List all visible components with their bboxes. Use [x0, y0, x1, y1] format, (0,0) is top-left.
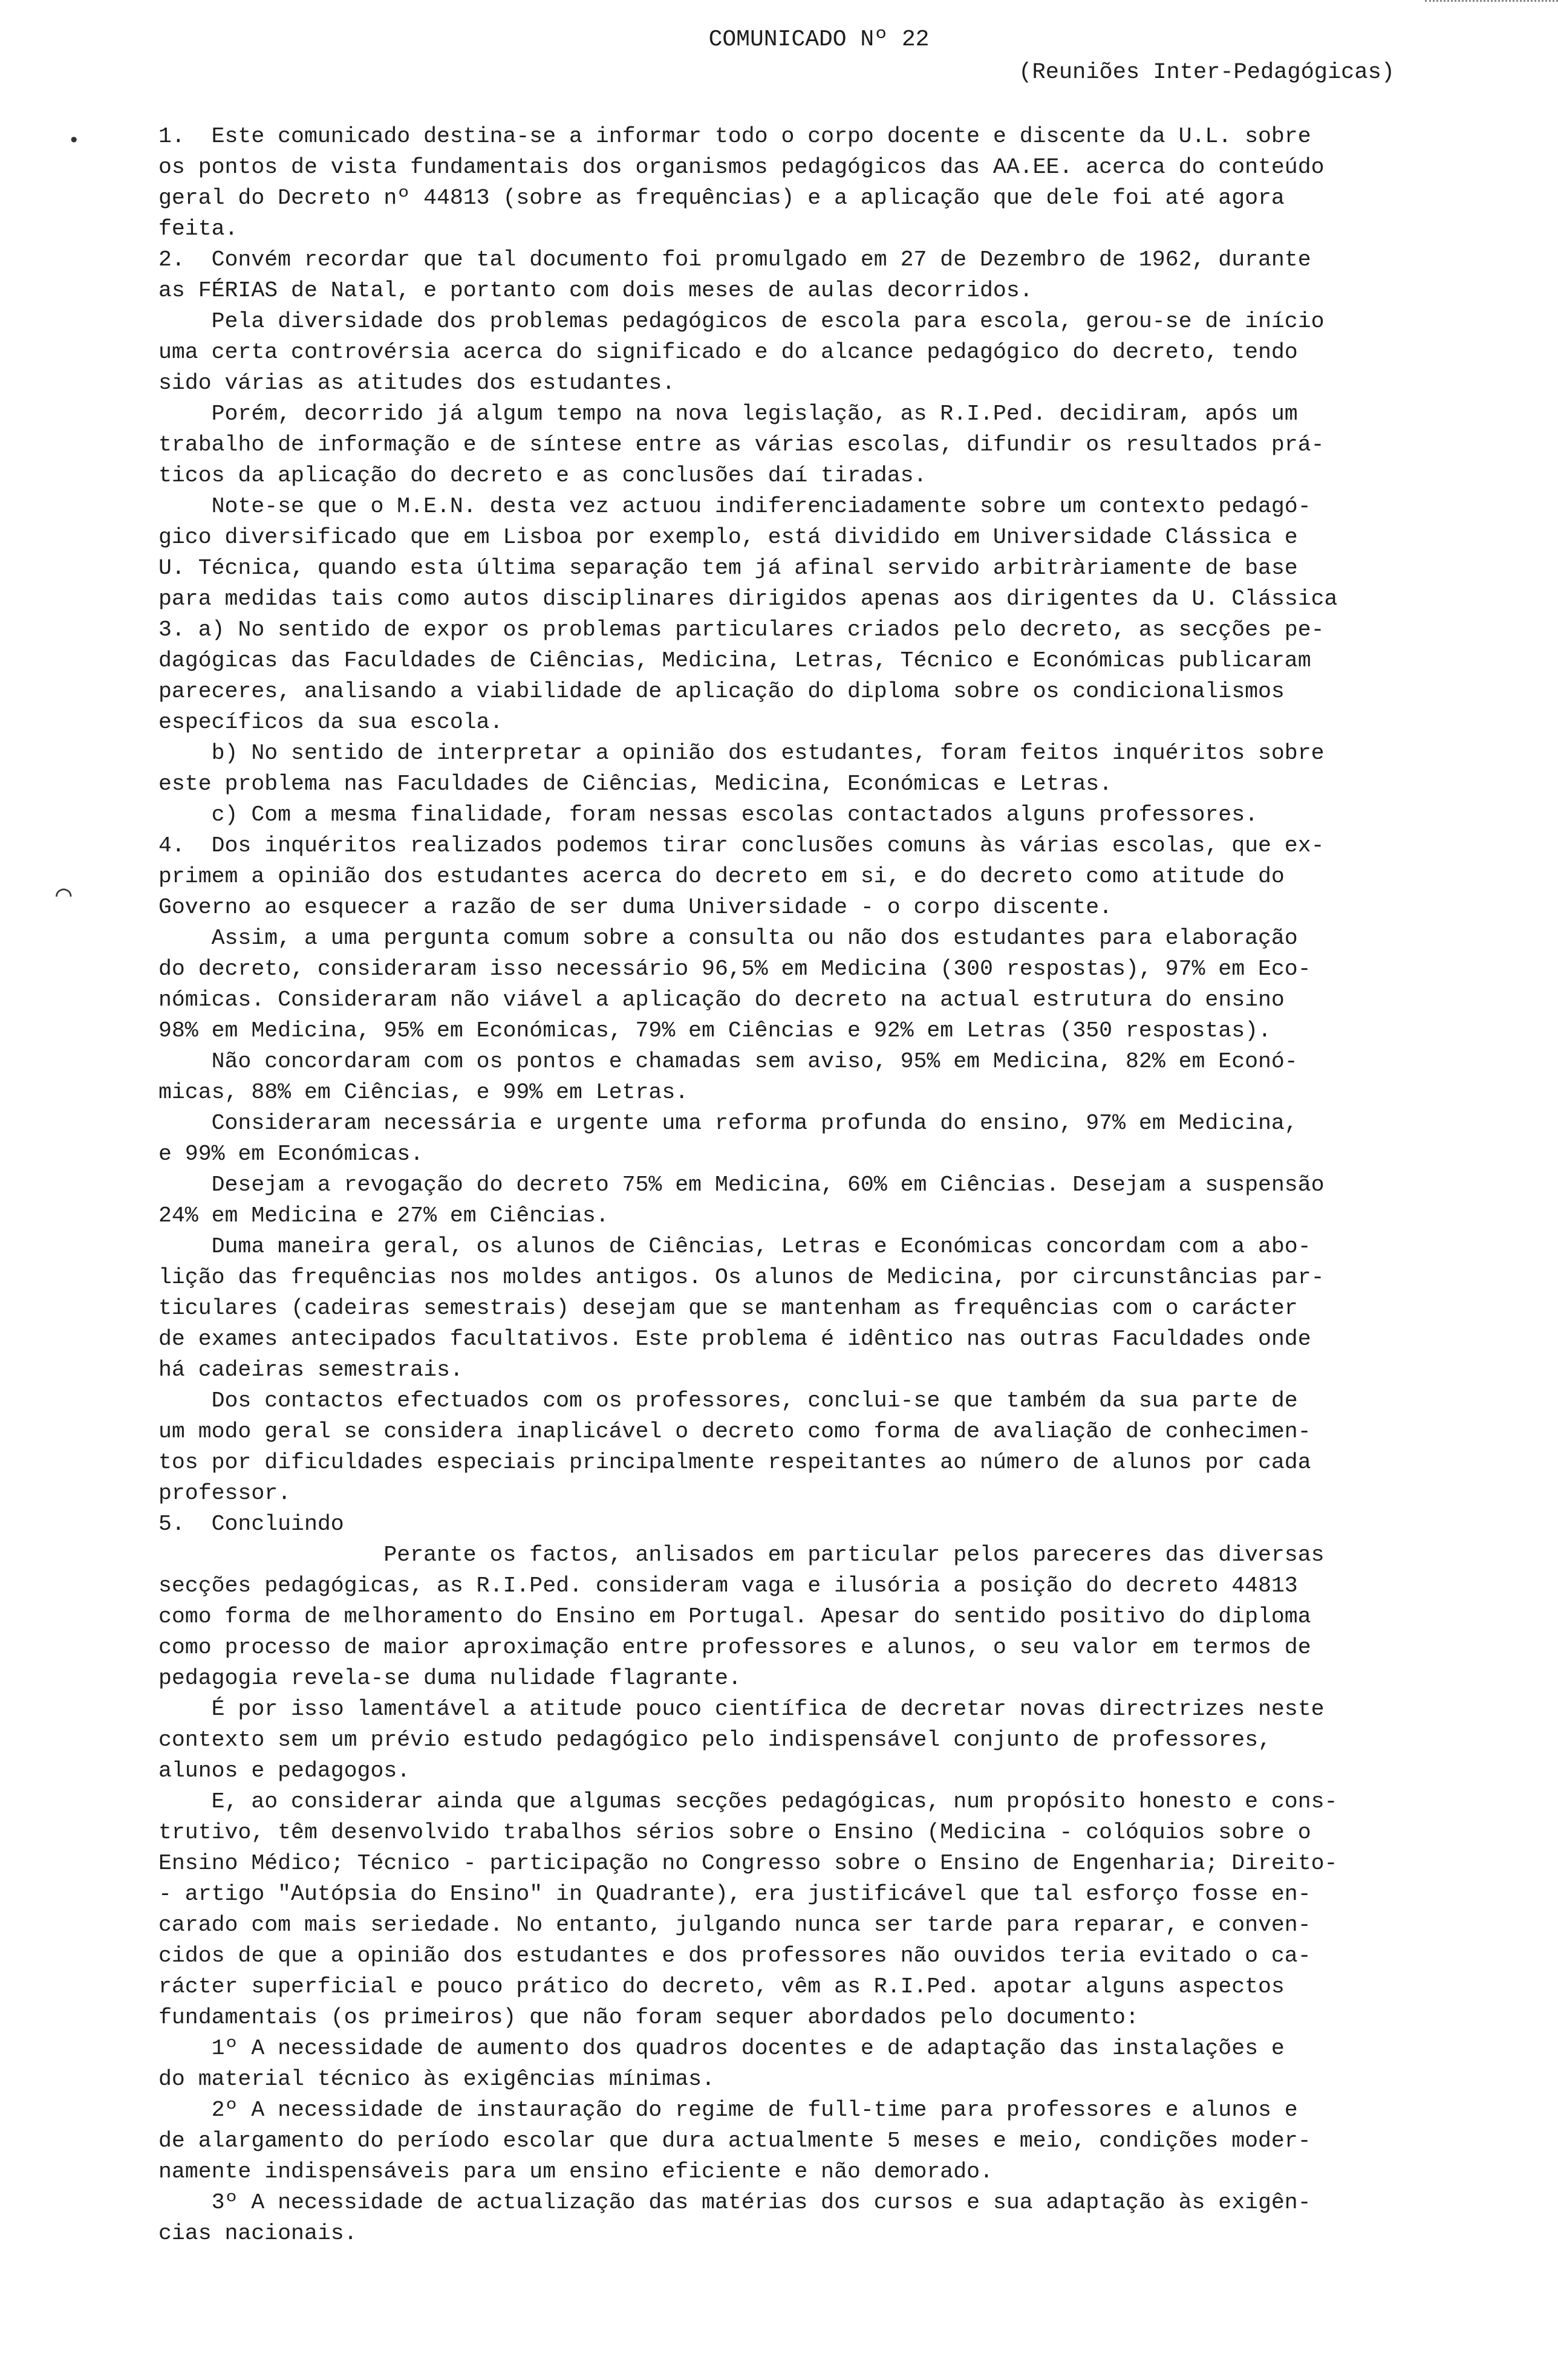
text-line: É por isso lamentável a atitude pouco científica de decretar novas directrizes neste	[158, 1697, 1325, 1722]
text-line: Ensino Médico; Técnico - participação no Congresso sobre o Ensino de Engenharia; Direito-	[158, 1851, 1338, 1876]
text-line: primem a opinião dos estudantes acerca do decreto em si, e do decreto como atitude do	[158, 864, 1285, 889]
text-line: ticulares (cadeiras semestrais) desejam que se mantenham as frequências com o carácter	[158, 1296, 1298, 1321]
text-line: 1º A necessidade de aumento dos quadros docentes e de adaptação das instalações e	[158, 2036, 1285, 2061]
text-line: do material técnico às exigências mínimas.	[158, 2067, 715, 2092]
text-line: E, ao considerar ainda que algumas secções pedagógicas, num propósito honesto e cons-	[158, 1789, 1338, 1814]
text-line: c) Com a mesma finalidade, foram nessas escolas contactados alguns professores.	[158, 802, 1258, 827]
text-line: um modo geral se considera inaplicável o decreto como forma de avaliação de conhecimen-	[158, 1419, 1311, 1444]
text-line: secções pedagógicas, as R.I.Ped. consideram vaga e ilusória a posição do decreto 44813	[158, 1573, 1298, 1598]
text-line: b) No sentido de interpretar a opinião dos estudantes, foram feitos inquéritos sobre	[158, 741, 1325, 766]
text-line: uma certa controvérsia acerca do significado e do alcance pedagógico do decreto, tendo	[158, 340, 1298, 365]
text-line: micas, 88% em Ciências, e 99% em Letras.	[158, 1080, 689, 1105]
text-line: 1. Este comunicado destina-se a informar todo o corpo docente e discente da U.L. sobre	[158, 124, 1311, 149]
text-line: tos por dificuldades especiais principalmente respeitantes ao número de alunos por cada	[158, 1450, 1311, 1475]
text-line: nómicas. Consideraram não viável a aplicação do decreto na actual estrutura do ensino	[158, 987, 1285, 1012]
text-line: contexto sem um prévio estudo pedagógico pelo indispensável conjunto de professores,	[158, 1728, 1271, 1752]
text-line: 5. Concluindo	[158, 1512, 344, 1536]
text-line: pedagogia revela-se duma nulidade flagrante.	[158, 1666, 742, 1691]
text-line: cias nacionais.	[158, 2221, 357, 2246]
text-line: Não concordaram com os pontos e chamadas sem aviso, 95% em Medicina, 82% em Econó-	[158, 1049, 1298, 1074]
margin-curve-mark: ⌒	[56, 880, 72, 911]
document-subtitle: (Reuniões Inter-Pedagógicas)	[1019, 60, 1395, 85]
text-line: alunos e pedagogos.	[158, 1758, 411, 1783]
text-line: este problema nas Faculdades de Ciências, Medicina, Económicas e Letras.	[158, 772, 1113, 796]
text-line: carado com mais seriedade. No entanto, julgando nunca ser tarde para reparar, e conven-	[158, 1913, 1311, 1937]
text-line: trutivo, têm desenvolvido trabalhos sérios sobre o Ensino (Medicina - colóquios sobre o	[158, 1820, 1311, 1845]
text-line: 3º A necessidade de actualização das matérias dos cursos e sua adaptação às exigên-	[158, 2190, 1311, 2215]
document-title: COMUNICADO Nº 22	[708, 27, 930, 53]
text-line: feita.	[158, 216, 238, 241]
text-line: Porém, decorrido já algum tempo na nova legislação, as R.I.Ped. decidiram, após um	[158, 402, 1298, 426]
text-line: os pontos de vista fundamentais dos organismos pedagógicos das AA.EE. acerca do conteúdo	[158, 155, 1325, 180]
text-line: 4. Dos inquéritos realizados podemos tirar conclusões comuns às várias escolas, que ex-	[158, 833, 1325, 858]
text-line: gico diversificado que em Lisboa por exemplo, está dividido em Universidade Clássica e	[158, 525, 1298, 550]
document-body	[158, 121, 1479, 2249]
text-line: trabalho de informação e de síntese entre as várias escolas, difundir os resultados prá-	[158, 432, 1325, 457]
text-line: Dos contactos efectuados com os professores, conclui-se que também da sua parte de	[158, 1388, 1298, 1413]
text-line: pareceres, analisando a viabilidade de aplicação do diploma sobre os condicionalismos	[158, 679, 1285, 704]
text-line: do decreto, consideraram isso necessário 96,5% em Medicina (300 respostas), 97% em Eco-	[158, 957, 1311, 981]
text-line: dagógicas das Faculdades de Ciências, Medicina, Letras, Técnico e Económicas publicaram	[158, 648, 1311, 673]
text-line: para medidas tais como autos disciplinares dirigidos apenas aos dirigentes da U. Clássica	[158, 587, 1338, 611]
text-line: cidos de que a opinião dos estudantes e dos professores não ouvidos teria evitado o ca-	[158, 1943, 1311, 1968]
text-line: Perante os factos, anlisados em particular pelos pareceres das diversas	[158, 1543, 1325, 1567]
text-line: específicos da sua escola.	[158, 710, 503, 735]
text-line: as FÉRIAS de Natal, e portanto com dois meses de aulas decorridos.	[158, 278, 1033, 303]
text-line: U. Técnica, quando esta última separação tem já afinal servido arbitràriamente de base	[158, 556, 1298, 580]
text-line: Desejam a revogação do decreto 75% em Medicina, 60% em Ciências. Desejam a suspensão	[158, 1172, 1325, 1197]
text-line: rácter superficial e pouco prático do decreto, vêm as R.I.Ped. apotar alguns aspectos	[158, 1974, 1285, 1999]
text-line: ticos da aplicação do decreto e as conclusões daí tiradas.	[158, 463, 927, 488]
text-line: lição das frequências nos moldes antigos. Os alunos de Medicina, por circunstâncias par-	[158, 1265, 1325, 1290]
text-line: de exames antecipados facultativos. Este problema é idêntico nas outras Faculdades onde	[158, 1327, 1311, 1351]
text-line: Duma maneira geral, os alunos de Ciências, Letras e Económicas concordam com a abo-	[158, 1234, 1311, 1259]
text-line: há cadeiras semestrais.	[158, 1357, 463, 1382]
text-line: Pela diversidade dos problemas pedagógicos de escola para escola, gerou-se de início	[158, 309, 1325, 334]
text-line: 3. a) No sentido de expor os problemas particulares criados pelo decreto, as secções pe-	[158, 617, 1325, 642]
text-line: professor.	[158, 1481, 292, 1506]
text-line: como forma de melhoramento do Ensino em Portugal. Apesar do sentido positivo do diploma	[158, 1604, 1311, 1629]
text-line: 98% em Medicina, 95% em Económicas, 79% em Ciências e 92% em Letras (350 respostas).	[158, 1018, 1271, 1043]
text-line: sido várias as atitudes dos estudantes.	[158, 371, 676, 395]
text-line: 24% em Medicina e 27% em Ciências.	[158, 1203, 609, 1228]
text-line: Consideraram necessária e urgente uma reforma profunda do ensino, 97% em Medicina,	[158, 1111, 1298, 1136]
text-line: - artigo "Autópsia do Ensino" in Quadrante), era justificável que tal esforço fosse en-	[158, 1882, 1311, 1907]
text-line: Assim, a uma pergunta comum sobre a consulta ou não dos estudantes para elaboração	[158, 926, 1298, 951]
text-line: 2º A necessidade de instauração do regime de full-time para professores e alunos e	[158, 2098, 1298, 2122]
text-line: de alargamento do período escolar que dura actualmente 5 meses e meio, condições moder-	[158, 2128, 1311, 2153]
text-line: Governo ao esquecer a razão de ser duma Universidade - o corpo discente.	[158, 895, 1113, 920]
text-line: namente indispensáveis para um ensino eficiente e não demorado.	[158, 2159, 993, 2184]
text-line: 2. Convém recordar que tal documento foi promulgado em 27 de Dezembro de 1962, durante	[158, 247, 1311, 272]
text-line: e 99% em Económicas.	[158, 1142, 424, 1166]
margin-dot-mark: •	[68, 130, 80, 153]
text-line: Note-se que o M.E.N. desta vez actuou indiferenciadamente sobre um contexto pedagó-	[158, 494, 1311, 519]
text-line: fundamentais (os primeiros) que não foram sequer abordados pelo documento:	[158, 2005, 1139, 2030]
text-line: geral do Decreto nº 44813 (sobre as frequências) e a aplicação que dele foi até agora	[158, 186, 1285, 210]
text-line: como processo de maior aproximação entre professores e alunos, o seu valor em termos de	[158, 1635, 1311, 1660]
